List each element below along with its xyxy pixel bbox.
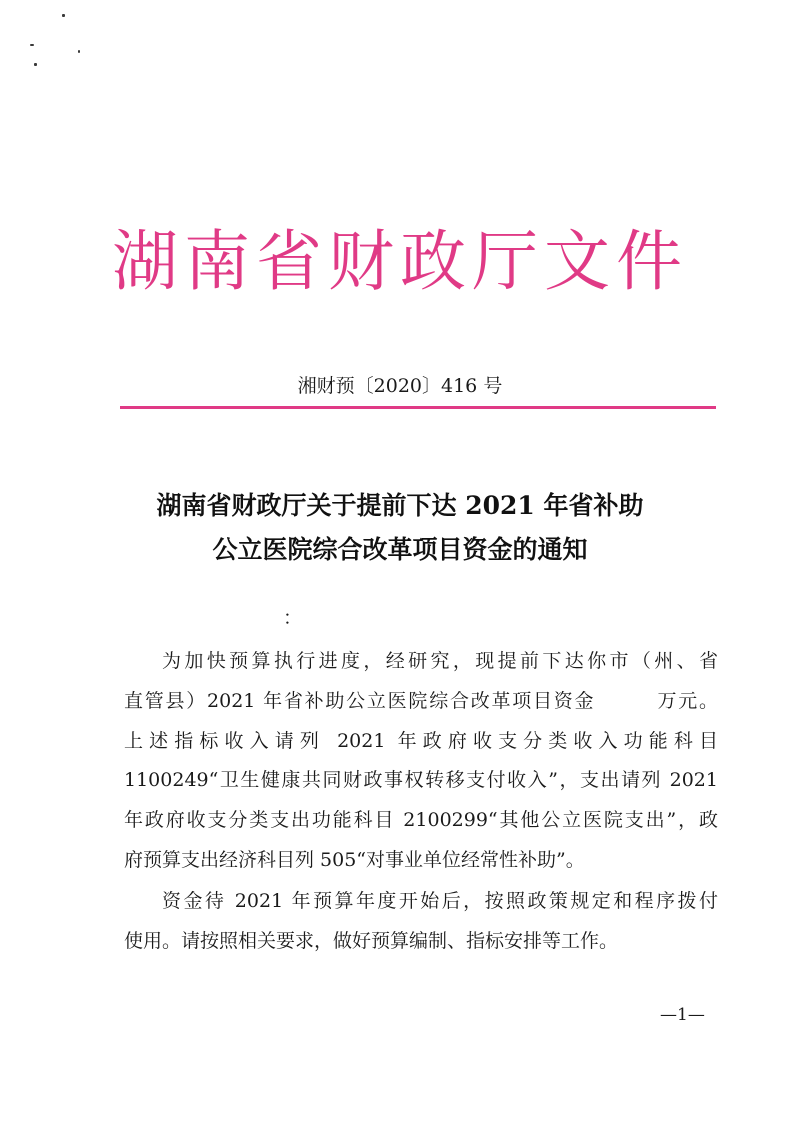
scan-speck [62,14,65,17]
paragraph-line: 资金待 2021 年预算年度开始后，按照政策规定和程序拨付 [162,890,718,912]
red-divider-line [120,406,716,409]
paragraph-line: 1100249“卫生健康共同财政事权转移支付收入”，支出请列 2021 [124,769,718,792]
paragraph-line: 府预算支出经济科目列 505“对事业单位经常性补助”。 [124,848,585,871]
document-title [0,484,800,572]
title-line-2: 公立医院综合改革项目资金的通知 [212,535,588,564]
paragraph-line: 直管县）2021 年省补助公立医院综合改革项目资金 万元。 [124,689,718,712]
title-line-1: 湖南省财政厅关于提前下达 2021 年省补助 [156,491,644,520]
body-paragraph-2 [124,882,718,962]
body-paragraph-1 [124,642,718,881]
scan-speck [34,63,37,66]
document-masthead: 湖南省财政厅文件 [112,223,688,300]
scan-speck [78,50,80,53]
page-number: —1— [660,1005,705,1025]
scan-speck [30,44,34,46]
addressee-line: ： [283,607,303,629]
paragraph-line: 使用。请按照相关要求，做好预算编制、指标安排等工作。 [124,929,619,952]
paragraph-line: 上述指标收入请列 2021 年政府收支分类收入功能科目 [124,729,718,752]
paragraph-line: 年政府收支分类支出功能科目 2100299“其他公立医院支出”，政 [124,809,718,832]
paragraph-line: 为加快预算执行进度，经研究，现提前下达你市（州、省 [162,650,718,672]
document-number: 湘财预〔2020〕416 号 [297,375,503,397]
